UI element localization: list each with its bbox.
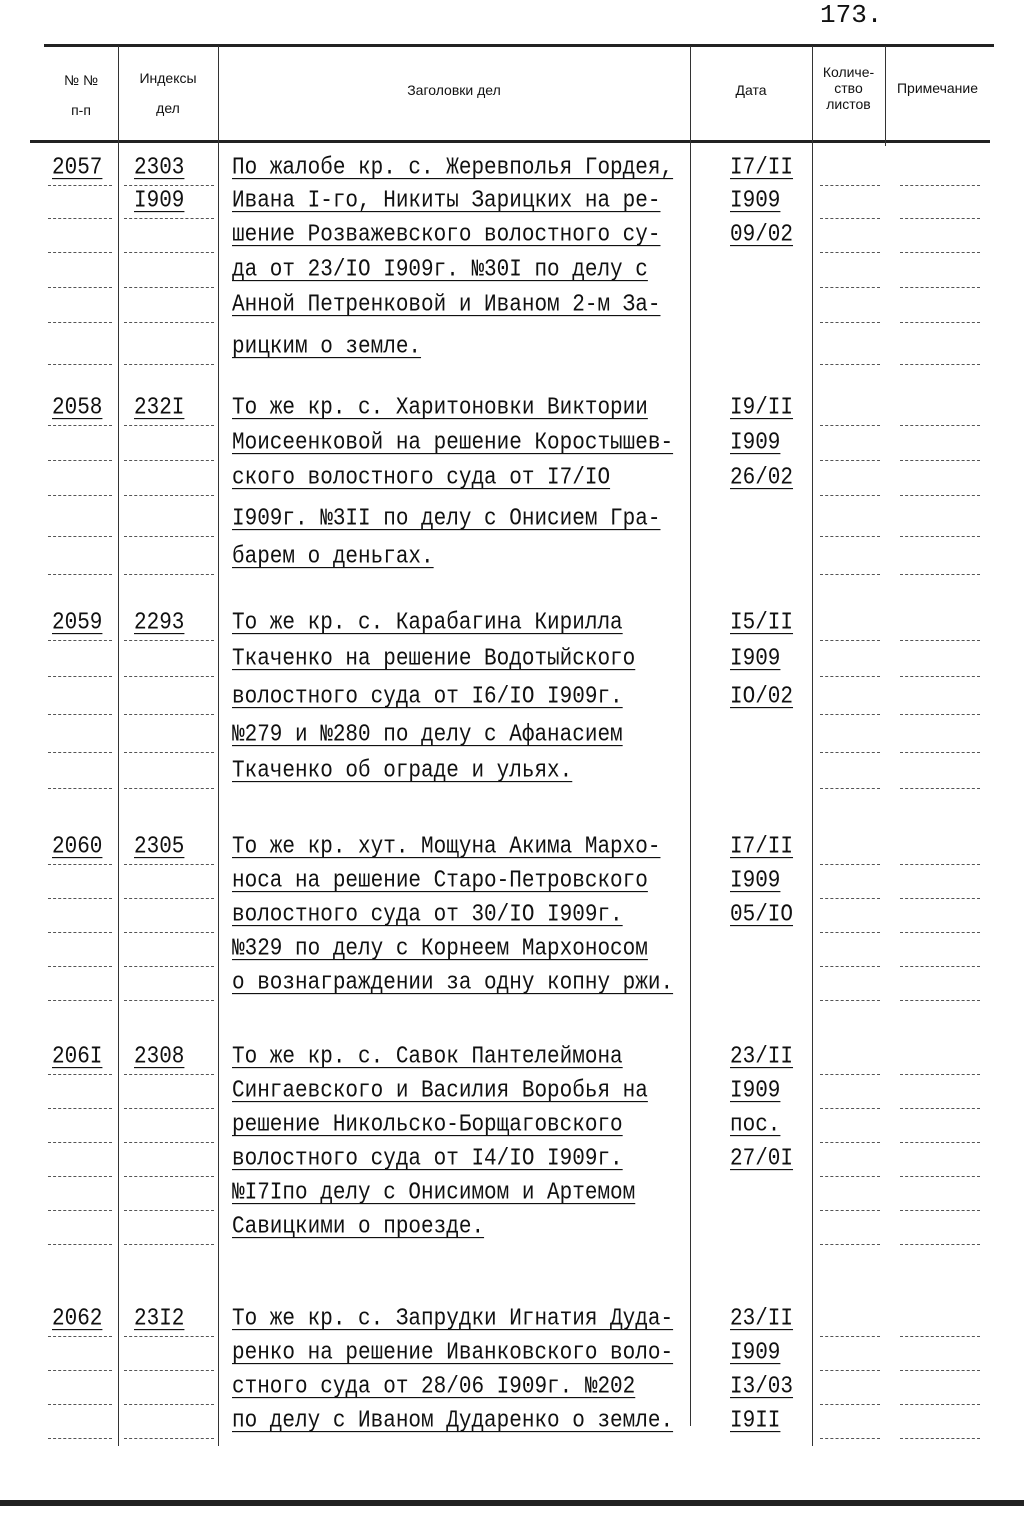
- entry-date: 09/02: [730, 222, 794, 249]
- entry-title-line: То же кр. с. Карабагина Кирилла: [232, 610, 623, 637]
- entry-date: пос.: [730, 1112, 781, 1139]
- ruled-line: [124, 864, 214, 865]
- entry-date: 23/II: [730, 1044, 794, 1071]
- ruled-line: [124, 898, 214, 899]
- ruled-line: [900, 864, 980, 865]
- entry-title-line: шение Розважевского волостного су-: [232, 222, 661, 249]
- ruled-line: [820, 425, 880, 426]
- ruled-line: [900, 752, 980, 753]
- ruled-line: [900, 1108, 980, 1109]
- ruled-line: [900, 425, 980, 426]
- ruled-line: [124, 460, 214, 461]
- ruled-line: [900, 1336, 980, 1337]
- entry-index: 232I: [134, 395, 185, 422]
- ruled-line: [900, 1244, 980, 1245]
- ruled-line: [900, 1438, 980, 1439]
- entry-title-line: ского волостного суда от I7/IO: [232, 465, 611, 492]
- ruled-line: [820, 322, 880, 323]
- ruled-line: [124, 1000, 214, 1001]
- header-sheets-line: Количе-: [822, 64, 875, 80]
- entry-title-line: №329 по делу с Корнеем Мархоносом: [232, 936, 648, 963]
- ruled-line: [48, 1370, 112, 1371]
- ruled-line: [820, 898, 880, 899]
- ruled-line: [48, 676, 112, 677]
- ruled-line: [900, 714, 980, 715]
- entry-title-line: волостного суда от I4/IO I909г.: [232, 1146, 623, 1173]
- ruled-line: [820, 1000, 880, 1001]
- entry-date: I7/II: [730, 155, 794, 182]
- header-title: Заголовки дел: [407, 82, 501, 98]
- ruled-line: [124, 364, 214, 365]
- ruled-line: [820, 536, 880, 537]
- entry-index: 2293: [134, 610, 185, 637]
- ruled-line: [124, 714, 214, 715]
- entry-title-line: Сингаевского и Василия Воробья на: [232, 1078, 648, 1105]
- entry-index: 2303: [134, 155, 185, 182]
- ruled-line: [820, 1336, 880, 1337]
- ruled-line: [124, 966, 214, 967]
- ruled-line: [124, 425, 214, 426]
- entry-title-line: Ткаченко об ограде и ульях.: [232, 758, 573, 785]
- ruled-line: [48, 252, 112, 253]
- entry-title-line: носа на решение Старо-Петровского: [232, 868, 648, 895]
- entry-date: 23/II: [730, 1306, 794, 1333]
- ruled-line: [900, 1370, 980, 1371]
- entry-title-line: рицким о земле.: [232, 334, 422, 361]
- ruled-line: [48, 287, 112, 288]
- entry-date: I9/II: [730, 395, 794, 422]
- entry-title-line: волостного суда от I6/IO I909г.: [232, 684, 623, 711]
- ruled-line: [48, 898, 112, 899]
- entry-date: I909: [730, 1078, 781, 1105]
- header-index-line: дел: [156, 100, 180, 116]
- ruled-line: [48, 752, 112, 753]
- entry-index: I909: [134, 188, 185, 215]
- ruled-line: [900, 1176, 980, 1177]
- ruled-line: [124, 640, 214, 641]
- entry-title-line: решение Никольско-Борщаговского: [232, 1112, 623, 1139]
- entry-date: I3/03: [730, 1374, 794, 1401]
- ruled-line: [48, 364, 112, 365]
- entry-title-line: Ткаченко на решение Водотыйского: [232, 646, 636, 673]
- header-index-line: Индексы: [139, 70, 197, 86]
- entry-number: 2059: [52, 610, 103, 637]
- ruled-line: [124, 1404, 214, 1405]
- entry-number: 2057: [52, 155, 103, 182]
- ruled-line: [124, 574, 214, 575]
- ruled-line: [820, 460, 880, 461]
- ruled-line: [48, 1210, 112, 1211]
- ruled-line: [48, 185, 112, 186]
- entry-title-line: барем о деньгах.: [232, 544, 434, 571]
- entry-date: 26/02: [730, 465, 794, 492]
- entry-number: 206I: [52, 1044, 103, 1071]
- ruled-line: [124, 1142, 214, 1143]
- ruled-line: [124, 1438, 214, 1439]
- ruled-line: [900, 932, 980, 933]
- ruled-line: [820, 714, 880, 715]
- entry-date: 27/0I: [730, 1146, 794, 1173]
- ruled-line: [900, 287, 980, 288]
- entry-index: 23I2: [134, 1306, 185, 1333]
- ruled-line: [48, 1142, 112, 1143]
- ruled-line: [900, 1142, 980, 1143]
- ruled-line: [820, 788, 880, 789]
- entry-title-line: Моисеенковой на решение Коростышев-: [232, 430, 674, 457]
- entry-date: I909: [730, 430, 781, 457]
- ruled-line: [48, 1000, 112, 1001]
- entry-date: IO/02: [730, 684, 794, 711]
- ruled-line: [48, 460, 112, 461]
- entry-title-line: Савицкими о проезде.: [232, 1214, 485, 1241]
- ruled-line: [124, 322, 214, 323]
- entry-title-line: То же кр. хут. Мощуна Акима Мархо-: [232, 834, 661, 861]
- ruled-line: [900, 185, 980, 186]
- ruled-line: [124, 752, 214, 753]
- entry-index: 2305: [134, 834, 185, 861]
- ruled-line: [124, 252, 214, 253]
- ruled-line: [820, 752, 880, 753]
- entry-title-line: Ивана I-го, Никиты Зарицких на ре-: [232, 188, 661, 215]
- header-sheets: [812, 64, 885, 112]
- ruled-line: [124, 1370, 214, 1371]
- entry-date: I9II: [730, 1408, 781, 1435]
- entry-date: I909: [730, 868, 781, 895]
- ruled-line: [48, 932, 112, 933]
- ruled-line: [820, 1176, 880, 1177]
- entry-date: I7/II: [730, 834, 794, 861]
- ruled-line: [48, 966, 112, 967]
- ruled-line: [900, 1404, 980, 1405]
- header-notes: Примечание: [896, 80, 979, 96]
- ruled-line: [124, 1074, 214, 1075]
- ruled-line: [124, 1244, 214, 1245]
- entry-title-line: по делу с Иваном Дударенко о земле.: [232, 1408, 674, 1435]
- ruled-line: [820, 1210, 880, 1211]
- ruled-line: [124, 495, 214, 496]
- ruled-line: [124, 185, 214, 186]
- ruled-line: [900, 364, 980, 365]
- ruled-line: [900, 1074, 980, 1075]
- ruled-line: [900, 460, 980, 461]
- header-date: Дата: [735, 82, 767, 98]
- entry-date: I5/II: [730, 610, 794, 637]
- entry-date: I909: [730, 646, 781, 673]
- ruled-line: [820, 640, 880, 641]
- entry-number: 2062: [52, 1306, 103, 1333]
- entry-index: 2308: [134, 1044, 185, 1071]
- ruled-line: [900, 322, 980, 323]
- ruled-line: [820, 364, 880, 365]
- ruled-line: [48, 1176, 112, 1177]
- ruled-line: [820, 185, 880, 186]
- entry-title-line: То же кр. с. Запрудки Игнатия Дуда-: [232, 1306, 674, 1333]
- ruled-line: [820, 1108, 880, 1109]
- ruled-line: [48, 714, 112, 715]
- ruled-line: [820, 218, 880, 219]
- ruled-line: [820, 676, 880, 677]
- entry-title-line: То же кр. с. Харитоновки Виктории: [232, 395, 648, 422]
- ruled-line: [900, 1000, 980, 1001]
- ruled-line: [820, 495, 880, 496]
- entry-title-line: волостного суда от 30/IO I909г.: [232, 902, 623, 929]
- ruled-line: [48, 1108, 112, 1109]
- ruled-line: [820, 932, 880, 933]
- entry-title-line: ренко на решение Иванковского воло-: [232, 1340, 674, 1367]
- ruled-line: [900, 495, 980, 496]
- ruled-line: [48, 788, 112, 789]
- ruled-line: [124, 932, 214, 933]
- entry-title-line: да от 23/IO I909г. №30I по делу с: [232, 257, 648, 284]
- ruled-line: [48, 864, 112, 865]
- ruled-line: [900, 574, 980, 575]
- ruled-line: [48, 218, 112, 219]
- entry-date: I909: [730, 1340, 781, 1367]
- ruled-line: [900, 788, 980, 789]
- header-num-line: № №: [64, 72, 98, 88]
- ruled-line: [900, 1210, 980, 1211]
- ruled-line: [820, 1370, 880, 1371]
- ruled-line: [820, 1244, 880, 1245]
- ruled-line: [124, 1336, 214, 1337]
- ruled-line: [124, 287, 214, 288]
- header-sheets-line: ство: [834, 80, 863, 96]
- ruled-line: [820, 966, 880, 967]
- ruled-line: [48, 1336, 112, 1337]
- entry-date: 05/IO: [730, 902, 794, 929]
- header-sheets-line: листов: [826, 96, 871, 112]
- header-index: [118, 70, 218, 116]
- entry-number: 2060: [52, 834, 103, 861]
- ruled-line: [48, 495, 112, 496]
- entry-date: I909: [730, 188, 781, 215]
- ruled-line: [48, 425, 112, 426]
- ruled-line: [820, 864, 880, 865]
- ruled-line: [124, 1176, 214, 1177]
- ruled-line: [900, 966, 980, 967]
- ruled-line: [820, 252, 880, 253]
- ruled-line: [820, 1438, 880, 1439]
- ruled-line: [48, 1074, 112, 1075]
- ruled-line: [124, 1210, 214, 1211]
- ruled-line: [48, 640, 112, 641]
- entry-title-line: I909г. №3II по делу с Онисием Гра-: [232, 506, 661, 533]
- ruled-line: [48, 1244, 112, 1245]
- ruled-line: [48, 322, 112, 323]
- ruled-line: [48, 1404, 112, 1405]
- ruled-line: [124, 218, 214, 219]
- entry-title-line: стного суда от 28/06 I909г. №202: [232, 1374, 636, 1401]
- entry-title-line: №279 и №280 по делу с Афанасием: [232, 722, 623, 749]
- ruled-line: [124, 788, 214, 789]
- ruled-line: [48, 536, 112, 537]
- ruled-line: [820, 1142, 880, 1143]
- entry-title-line: То же кр. с. Савок Пантелеймона: [232, 1044, 623, 1071]
- header-num: [44, 72, 118, 118]
- ruled-line: [900, 898, 980, 899]
- ruled-line: [900, 676, 980, 677]
- ruled-line: [820, 1404, 880, 1405]
- entry-title-line: №I7Iпо делу с Онисимом и Артемом: [232, 1180, 636, 1207]
- ruled-line: [820, 1074, 880, 1075]
- page-number: 173.: [820, 0, 883, 30]
- entry-title-line: По жалобе кр. с. Жеревполья Гордея,: [232, 155, 674, 182]
- ruled-line: [124, 676, 214, 677]
- ruled-line: [900, 218, 980, 219]
- ruled-line: [820, 574, 880, 575]
- ruled-line: [900, 536, 980, 537]
- ruled-line: [124, 1108, 214, 1109]
- entry-number: 2058: [52, 395, 103, 422]
- entry-title-line: Анной Петренковой и Иваном 2-м За-: [232, 292, 661, 319]
- ruled-line: [900, 252, 980, 253]
- header-num-line: п-п: [71, 102, 91, 118]
- entry-title-line: о вознаграждении за одну копну ржи.: [232, 970, 674, 997]
- ruled-line: [124, 536, 214, 537]
- ruled-line: [900, 640, 980, 641]
- ruled-line: [48, 1438, 112, 1439]
- ruled-line: [48, 574, 112, 575]
- ruled-line: [820, 287, 880, 288]
